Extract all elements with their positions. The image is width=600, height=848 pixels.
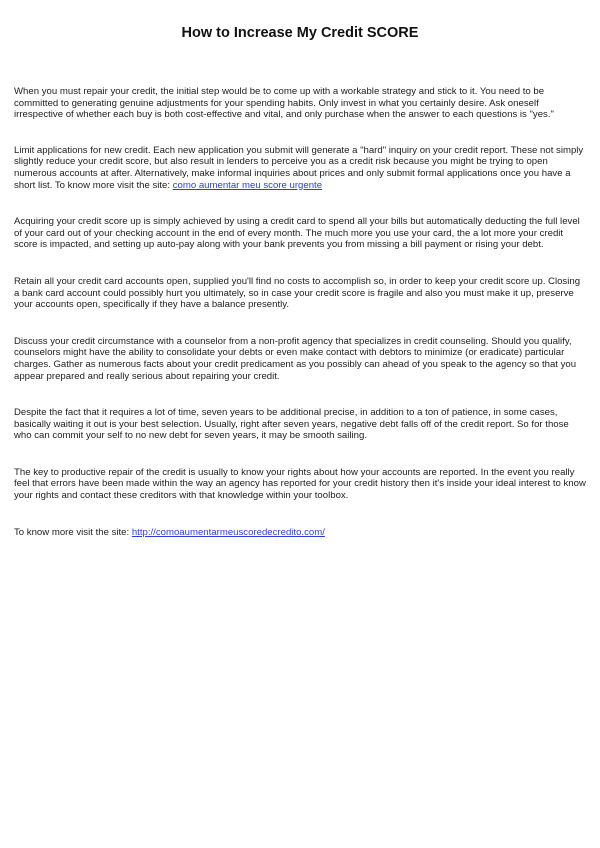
- page-title: How to Increase My Credit SCORE: [181, 25, 419, 41]
- paragraph-1: [14, 86, 586, 121]
- paragraph-text: Acquiring your credit score up is simply achieved by using a credit card to spend all your bills but automatically deducting the full level of your card out of your checking account in the end of every month. The much more you use your card, the a lot more your credit score is impacted, and setting up auto-pay along with your bank prevents you from missing a bill payment or rising your debt.: [14, 216, 580, 251]
- paragraph-2: [14, 145, 586, 191]
- paragraph-4: [14, 276, 586, 311]
- paragraph-7: [14, 467, 586, 502]
- paragraph-text: The key to productive repair of the credit is usually to know your rights about how your accounts are reported. In the event you really feel that errors have been made within the way an agency has reported for your credit history then it's inside your ideal interest to know your rights and contact these creditors with that knowledge within your toolbox.: [14, 466, 586, 502]
- paragraph-text: Retain all your credit card accounts open, supplied you'll find no costs to accomplish so, in order to keep your credit score up. Closing a bank card account could possibly hurt you ultimately, so in case your credit score is fragile and also you must make it up, preserve your accounts open, specifically if they have a balance presently.: [14, 275, 581, 311]
- paragraph-5: [14, 336, 586, 382]
- paragraph-8: [14, 527, 586, 539]
- score-urgente-link[interactable]: como aumentar meu score urgente: [172, 179, 323, 191]
- site-url-link[interactable]: http://comoaumentarmeuscoredecredito.com/: [131, 526, 325, 538]
- paragraph-text: Limit applications for new credit. Each new application you submit will generate a "hard" inquiry on your credit report. These not simply slightly reduce your credit score, but also result in lenders to perceive you as a credit risk because you might be trying to open numerous accounts at after. Alternatively, make informal inquiries about prices and only submit formal applications once you have a short list. To know more visit the site:: [14, 144, 584, 191]
- paragraph-text: Despite the fact that it requires a lot of time, seven years to be additional precise, in addition to a ton of patience, in some cases, basically waiting it out is your best selection. Usually, right after seven years, negative debt falls off of the credit report. So for those who can commit your self to no new debt for seven years, it may be smooth sailing.: [14, 407, 569, 442]
- paragraph-text: Discuss your credit circumstance with a counselor from a non-profit agency that specializes in credit counseling. Should you qualify, counselors might have the ability to consolidate your debts or even make contact with debtors to minimize (or eradicate) particular charges. Gather as numerous facts about your credit predicament as you possibly can ahead of you speak to the agency so that you appear prepared and really serious about repairing your credit.: [14, 335, 577, 382]
- paragraph-text: To know more visit the site:: [14, 526, 132, 538]
- paragraph-text: When you must repair your credit, the initial step would be to come up with a workable strategy and stick to it. You need to be committed to generating genuine adjustments for your spending habits. Only invest in what you certainly desire. Ask oneself irrespective of whether each buy is both cost-effective and vital, and only purchase when the answer to each questions is "yes.": [14, 86, 554, 121]
- document-body: [14, 86, 586, 563]
- paragraph-3: [14, 216, 586, 251]
- paragraph-6: [14, 407, 586, 442]
